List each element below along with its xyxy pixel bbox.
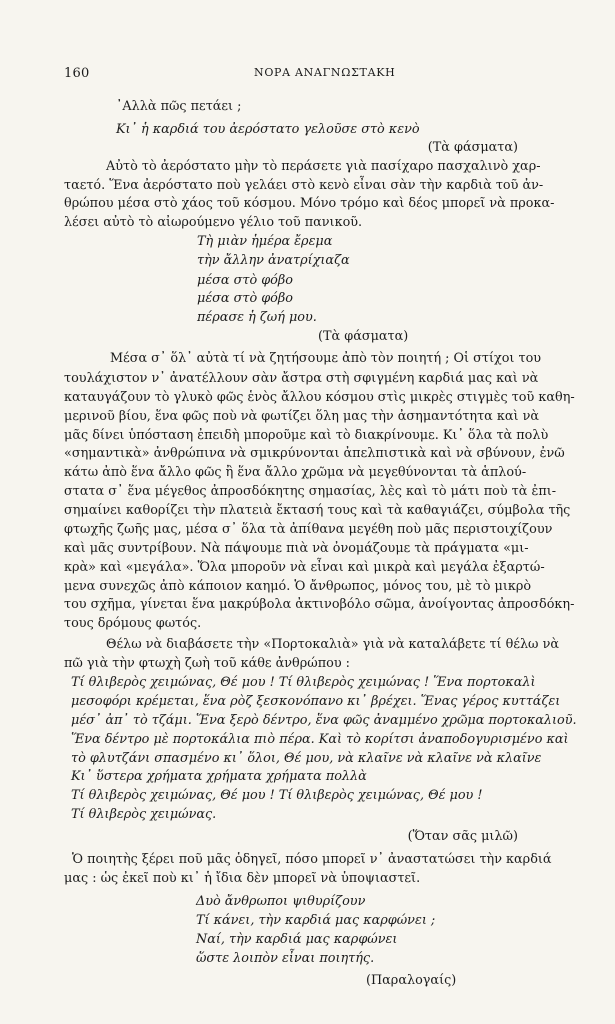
paragraph-line: Θέλω νὰ διαβάσετε τὴν «Πορτοκαλιὰ» γιὰ νὰ καταλάβετε τί θέλω νὰ: [106, 637, 559, 652]
running-title: ΝΟΡΑ ΑΝΑΓΝΩΣΤΑΚΗ: [254, 66, 396, 79]
quote-line: Κι᾿ ἡ καρδιά του ἀερόστατο γελοῦσε στὸ κενὸ: [116, 122, 420, 137]
prose-poem-line: μέσ᾿ ἀπ᾿ τὸ τζάμι. Ἕνα ξερὸ δέντρο, ἕνα φῶς ἀναμμένο χρῶμα πορτοκαλιοῦ.: [71, 713, 577, 728]
prose-poem-line: Τί θλιβερὸς χειμώνας.: [71, 807, 217, 822]
paragraph-line: θρώπου μέσα στὸ χάος τοῦ κόσμου. Μόνο τρόμο καὶ δέος μπορεῖ νὰ προκα-: [64, 196, 555, 211]
verse-line: μέσα στὸ φόβο: [197, 273, 293, 288]
verse-line: ὥστε λοιπὸν εἶναι ποιητής.: [196, 951, 375, 966]
paragraph-line: Αὐτὸ τὸ ἀερόστατο μὴν τὸ περάσετε γιὰ πασίχαρο πασχαλινὸ χαρ-: [106, 159, 541, 174]
paragraph-line: κρὰ» καὶ «μεγάλα». Ὅλα μποροῦν νὰ εἶναι καὶ μικρὰ καὶ μεγάλα ἐξαρτώ-: [64, 560, 545, 575]
paragraph-line: «σημαντικὰ» ἀνθρώπινα νὰ σμικρύνονται ἀπελπιστικὰ καὶ νὰ σβύνουν, ἐνῶ: [64, 446, 565, 461]
verse-line: Ναί, τὴν καρδιά μας καρφώνει: [196, 932, 398, 947]
citation: (Τὰ φάσματα): [318, 329, 409, 344]
page-number: 160: [64, 66, 90, 81]
paragraph-line: τους δρόμους φωτός.: [64, 616, 202, 631]
paragraph-line: μερινοῦ βίου, ἕνα φῶς ποὺ νὰ φωτίζει ὅλη μας τὴν ἀσημαντότητα καὶ νὰ: [64, 409, 540, 424]
verse-line: Τὴ μιὰν ἡμέρα ἔρεμα: [197, 234, 333, 249]
paragraph-line: μενα συνεχῶς ἀπὸ κάποιον καημό. Ὁ ἄνθρωπος, μόνος του, μὲ τὸ μικρὸ: [64, 579, 532, 594]
citation: (Ὅταν σᾶς μιλῶ): [407, 829, 518, 844]
paragraph-line: ταετό. Ἕνα ἀερόστατο ποὺ γελάει στὸ κενὸ εἶναι σὰν τὴν καρδιὰ τοῦ ἀν-: [64, 178, 544, 193]
paragraph-line: μας : ὡς ἐκεῖ ποὺ κι᾿ ἡ ἴδια δὲν μπορεῖ νὰ ὑποψιαστεῖ.: [64, 871, 421, 886]
paragraph-line: του σχῆμα, γίνεται ἕνα μακρύβολα ἀκτινοβόλο σῶμα, ἀνοίγοντας ἀπροσδόκη-: [64, 597, 575, 612]
paragraph-line: κάτω ἀπὸ ἕνα ἄλλο φῶς ἢ ἕνα ἄλλο χρῶμα νὰ μεγεθύνονται τὰ ἁπλού-: [64, 465, 527, 480]
quote-line: ᾿Αλλὰ πῶς πετάει ;: [116, 99, 242, 114]
prose-poem-line: Κι᾿ ὕστερα χρήματα χρήματα χρήματα πολλὰ: [71, 769, 367, 784]
paragraph-line: πῶ γιὰ τὴν φτωχὴ ζωὴ τοῦ κάθε ἀνθρώπου :: [64, 656, 350, 671]
citation: (Παραλογαίς): [366, 973, 457, 988]
verse-line: μέσα στὸ φόβο: [197, 291, 293, 306]
verse-line: Δυὸ ἄνθρωποι ψιθυρίζουν: [196, 894, 366, 909]
paragraph-line: καὶ μᾶς συντρίβουν. Νὰ πάψουμε πιὰ νὰ ὀνομάζουμε τὰ πράγματα «μι-: [64, 541, 529, 556]
verse-line: πέρασε ἡ ζωή μου.: [197, 310, 317, 325]
prose-poem-line: Τί θλιβερὸς χειμώνας, Θέ μου ! Τί θλιβερὸς χειμώνας ! Ἕνα πορτοκαλὶ: [71, 675, 536, 690]
paragraph-line: φτωχῆς ζωῆς μας, μέσα σ᾿ ὅλα τὰ ἀπίθανα μεγέθη ποὺ μᾶς περιστοιχίζουν: [64, 522, 553, 537]
paragraph-line: μᾶς δίνει ὑπόσταση ἐπειδὴ μποροῦμε καὶ τὸ διακρίνουμε. Κι᾿ ὅλα τὰ πολὺ: [64, 428, 549, 443]
prose-poem-line: Ἕνα δέντρο μὲ πορτοκάλια πιὸ πέρα. Καὶ τὸ κορίτσι ἀναποδογυρισμένο καὶ: [71, 732, 569, 747]
prose-poem-line: μεσοφόρι κρέμεται, ἕνα ρὸζ ξεσκονόπανο κι᾿ βρέχει. Ἕνας γέρος κυττάζει: [71, 694, 561, 709]
paragraph-line: λέσει αὐτὸ τὸ αἰωρούμενο γέλιο τοῦ πανικοῦ.: [64, 215, 363, 230]
paragraph-line: καταυγάζουν τὸ γλυκὸ φῶς ἑνὸς ἄλλου κόσμου στὶς μικρὲς στιγμὲς τοῦ καθη-: [64, 390, 575, 405]
paragraph-line: Ὁ ποιητὴς ξέρει ποῦ μᾶς ὁδηγεῖ, πόσο μπορεῖ ν᾿ ἀναστατώσει τὴν καρδιά: [72, 852, 552, 867]
citation: (Τὰ φάσματα): [427, 140, 518, 155]
prose-poem-line: τὸ φλυτζάνι σπασμένο κι᾿ ὅλοι, Θέ μου, νὰ κλαῖνε νὰ κλαῖνε νὰ κλαῖνε: [71, 751, 542, 766]
paragraph-line: Μέσα σ᾿ ὅλ᾿ αὐτὰ τί νὰ ζητήσουμε ἀπὸ τὸν ποιητή ; Οἱ στίχοι του: [110, 351, 542, 366]
paragraph-line: στατα σ᾿ ἕνα μέγεθος ἀπροσδόκητης σημασίας, λὲς καὶ τὸ μάτι ποὺ τὰ ἐπι-: [64, 484, 557, 499]
verse-line: τὴν ἄλλην ἀνατρίχιαζα: [197, 253, 350, 268]
verse-line: Τί κάνει, τὴν καρδιά μας καρφώνει ;: [196, 913, 436, 928]
paragraph-line: τουλάχιστον ν᾿ ἀνατέλλουν σὰν ἄστρα στὴ σφιγμένη καρδιά μας καὶ νὰ: [64, 371, 539, 386]
paragraph-line: σημαίνει καθορίζει τὴν πλατειὰ ἔκτασή τους καὶ τὰ καθαγιάζει, σύμβολα τῆς: [64, 503, 571, 518]
prose-poem-line: Τί θλιβερὸς χειμώνας, Θέ μου ! Τί θλιβερὸς χειμώνας, Θέ μου !: [71, 788, 483, 803]
